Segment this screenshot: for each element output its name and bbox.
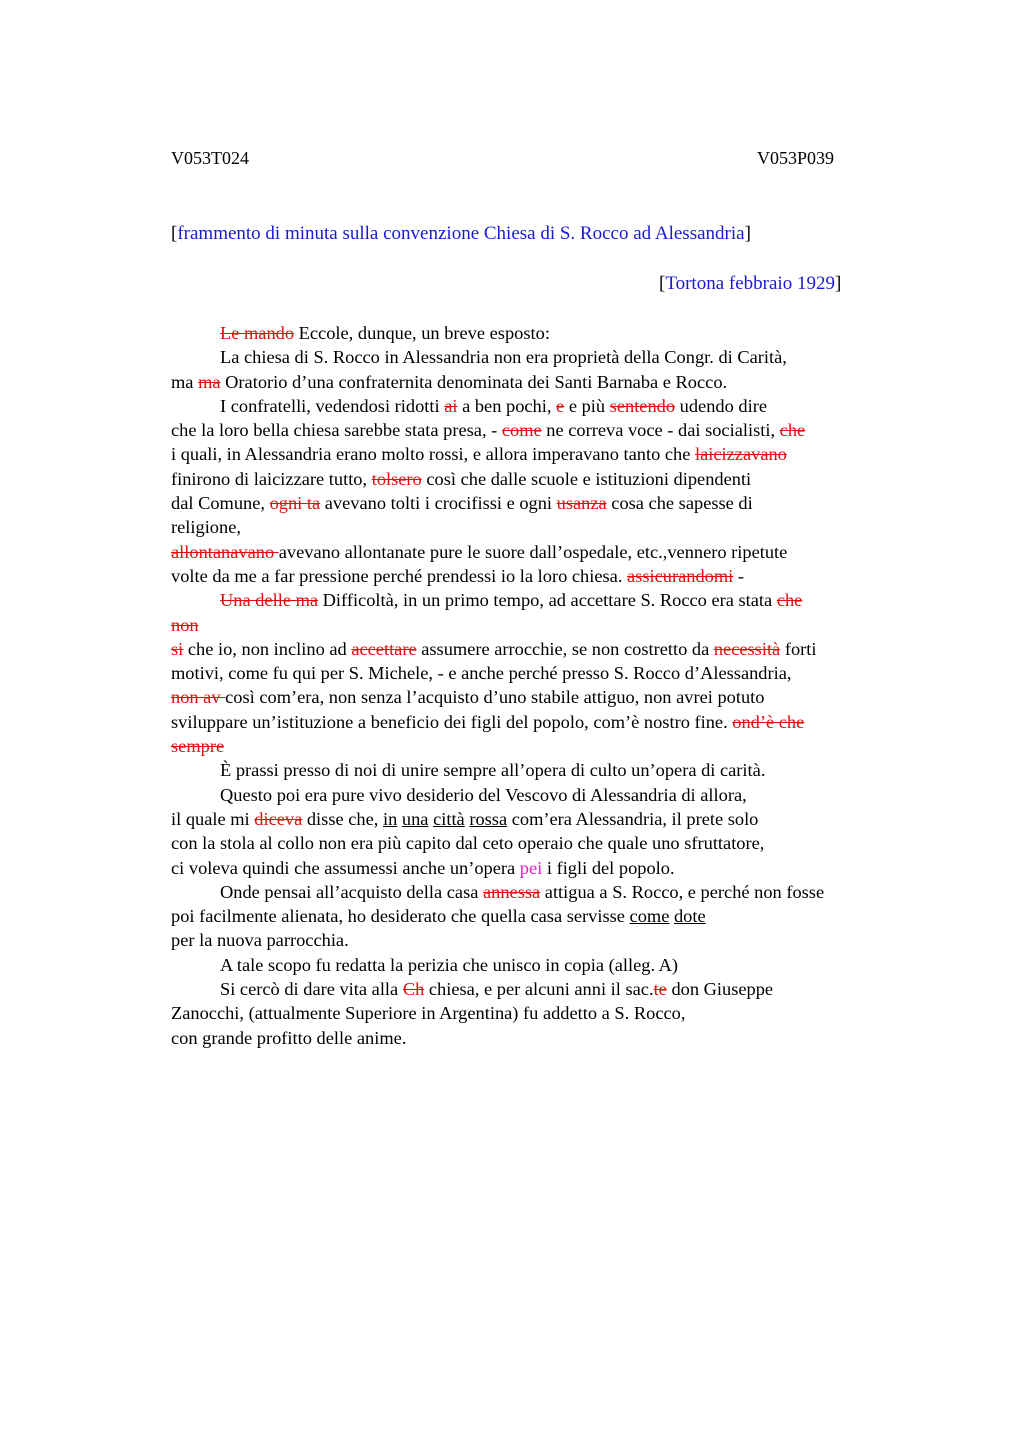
text-line <box>171 807 911 831</box>
text-line <box>171 515 911 539</box>
text-segment: assumere arrocchie, se non costretto da <box>416 638 714 659</box>
deleted-text: sentendo <box>609 395 676 416</box>
text-segment: don Giuseppe <box>666 979 774 1000</box>
text-segment: per la nuova parrocchia. <box>171 930 349 951</box>
deleted-text: diceva <box>254 808 303 829</box>
text-segment: ci voleva quindi che assumessi anche un’opera <box>171 857 520 878</box>
text-line <box>171 467 911 491</box>
deleted-text: usanza <box>556 493 607 514</box>
underlined-text: come <box>629 906 670 927</box>
text-segment: e più <box>564 395 610 416</box>
text-line <box>171 1001 911 1025</box>
text-line <box>171 904 911 928</box>
text-segment: attigua a S. Rocco, e perché non fosse <box>540 881 825 902</box>
text-segment: sviluppare un’istituzione a beneficio dei figli del popolo, com’è nostro fine. <box>171 711 733 732</box>
text-line <box>171 1026 911 1050</box>
text-line <box>171 710 911 734</box>
text-segment: che la loro bella chiesa sarebbe stata presa, - <box>171 420 502 441</box>
document-code: V053T024 <box>171 148 249 168</box>
text-segment: Si cercò di dare vita alla <box>220 979 403 1000</box>
text-line <box>171 758 911 782</box>
text-line <box>171 880 911 904</box>
text-line <box>171 928 911 952</box>
bracket-close: ] <box>744 223 751 244</box>
text-segment: È prassi presso di noi di unire sempre all’opera di culto un’opera di carità. <box>220 760 766 781</box>
text-segment: Questo poi era pure vivo desiderio del Vescovo di Alessandria di allora, <box>220 784 747 805</box>
deleted-text: che <box>776 590 803 611</box>
text-segment: così com’era, non senza l’acquisto d’uno stabile attiguo, non avrei potuto <box>225 687 765 708</box>
text-segment: ma <box>171 371 199 392</box>
deleted-text: Una delle ma <box>220 590 319 611</box>
underlined-text: città <box>433 808 465 829</box>
underlined-text: una <box>401 808 429 829</box>
place-date <box>659 272 841 296</box>
text-line <box>171 613 911 637</box>
text-segment: chiesa, e per alcuni anni il sac. <box>424 979 654 1000</box>
deleted-text: allontanavano <box>171 541 279 562</box>
text-segment: motivi, come fu qui per S. Michele, - e anche perché presso S. Rocco d’Alessandria, <box>171 663 792 684</box>
text-line <box>171 734 911 758</box>
text-segment: finirono di laicizzare tutto, <box>171 468 372 489</box>
text-segment: poi facilmente alienata, ho desiderato che quella casa servisse <box>171 906 630 927</box>
deleted-text: non av <box>171 687 226 708</box>
text-line <box>171 685 911 709</box>
text-segment: disse che, <box>302 808 383 829</box>
place-date-text: Tortona febbraio 1929 <box>665 273 835 294</box>
document-title <box>171 222 751 246</box>
text-segment: i quali, in Alessandria erano molto rossi, e allora imperavano tanto che <box>171 444 695 465</box>
deleted-text: te <box>653 979 667 1000</box>
deleted-text: che <box>779 420 806 441</box>
text-segment: com’era Alessandria, il prete solo <box>507 808 759 829</box>
text-segment: con grande profitto delle anime. <box>171 1027 407 1048</box>
bracket-open: [ <box>659 273 666 294</box>
deleted-text: Le mando <box>220 323 295 343</box>
text-line <box>171 345 911 369</box>
text-line <box>171 953 911 977</box>
bracket-close: ] <box>834 273 842 294</box>
text-segment: I confratelli, vedendosi ridotti <box>220 395 445 416</box>
text-line <box>171 856 911 880</box>
text-line <box>171 564 911 588</box>
text-line <box>171 418 911 442</box>
underlined-text: rossa <box>469 808 508 829</box>
text-segment: La chiesa di S. Rocco in Alessandria non era proprietà della Congr. di Carità, <box>220 347 787 368</box>
deleted-text: Ch <box>402 979 425 1000</box>
letter-body <box>171 321 911 1050</box>
text-segment: Onde pensai all’acquisto della casa <box>220 881 483 902</box>
text-segment: - <box>733 565 744 586</box>
text-line <box>171 394 911 418</box>
text-segment: i figli del popolo. <box>542 857 675 878</box>
deleted-text: ogni ta <box>269 493 321 514</box>
text-segment: dal Comune, <box>171 493 270 514</box>
text-segment: udendo dire <box>675 395 767 416</box>
title-text: frammento di minuta sulla convenzione Chiesa di S. Rocco ad Alessandria <box>177 223 745 244</box>
text-line <box>171 321 911 345</box>
deleted-text: tolsero <box>371 468 422 489</box>
text-line <box>171 370 911 394</box>
text-segment: religione, <box>171 517 241 538</box>
deleted-text: ma <box>198 371 221 392</box>
text-segment: A tale scopo fu redatta la perizia che unisco in copia (alleg. A) <box>220 954 679 975</box>
deleted-text: ond’è che <box>732 711 805 732</box>
text-segment: Oratorio d’una confraternita denominata dei Santi Barnaba e Rocco. <box>220 371 728 392</box>
page-code: V053P039 <box>757 148 835 168</box>
text-segment: a ben pochi, <box>457 395 557 416</box>
text-segment: il quale mi <box>171 808 255 829</box>
underlined-text: dote <box>673 906 706 927</box>
text-segment: Eccole, dunque, un breve esposto: <box>294 323 550 343</box>
text-segment: con la stola al collo non era più capito dal ceto operaio che quale uno sfruttatore, <box>171 833 765 854</box>
deleted-text: si <box>171 638 184 659</box>
underlined-text: in <box>382 808 398 829</box>
text-segment: volte da me a far pressione perché prendessi io la loro chiesa. <box>171 565 628 586</box>
bracket-open: [ <box>171 223 178 244</box>
text-line <box>171 783 911 807</box>
text-segment: Zanocchi, (attualmente Superiore in Argentina) fu addetto a S. Rocco, <box>171 1003 686 1024</box>
deleted-text: necessità <box>713 638 781 659</box>
text-line <box>171 491 911 515</box>
deleted-text: assicurandomi <box>627 565 734 586</box>
deleted-text: sempre <box>171 736 225 757</box>
text-segment: ne correva voce - dai socialisti, <box>541 420 780 441</box>
text-line <box>171 637 911 661</box>
text-line <box>171 661 911 685</box>
deleted-text: annessa <box>482 881 541 902</box>
text-segment: avevano tolti i crocifissi e ogni <box>320 493 557 514</box>
deleted-text: laicizzavano <box>694 444 787 465</box>
text-segment: avevano allontanate pure le suore dall’ospedale, etc.,vennero ripetute <box>278 541 788 562</box>
text-segment: cosa che sapesse di <box>606 493 753 514</box>
text-line <box>171 588 911 612</box>
text-line <box>171 442 911 466</box>
text-line <box>171 540 911 564</box>
deleted-text: non <box>171 614 199 635</box>
text-segment: forti <box>780 638 817 659</box>
deleted-text: e <box>556 395 565 416</box>
deleted-text: accettare <box>351 638 417 659</box>
deleted-text: ai <box>444 395 458 416</box>
text-segment: così che dalle scuole e istituzioni dipendenti <box>421 468 752 489</box>
text-segment: che io, non inclino ad <box>183 638 352 659</box>
text-line <box>171 831 911 855</box>
text-segment: Difficoltà, in un primo tempo, ad accettare S. Rocco era stata <box>318 590 777 611</box>
deleted-text: come <box>501 420 542 441</box>
inserted-text: pei <box>519 857 543 878</box>
text-line <box>171 977 911 1001</box>
